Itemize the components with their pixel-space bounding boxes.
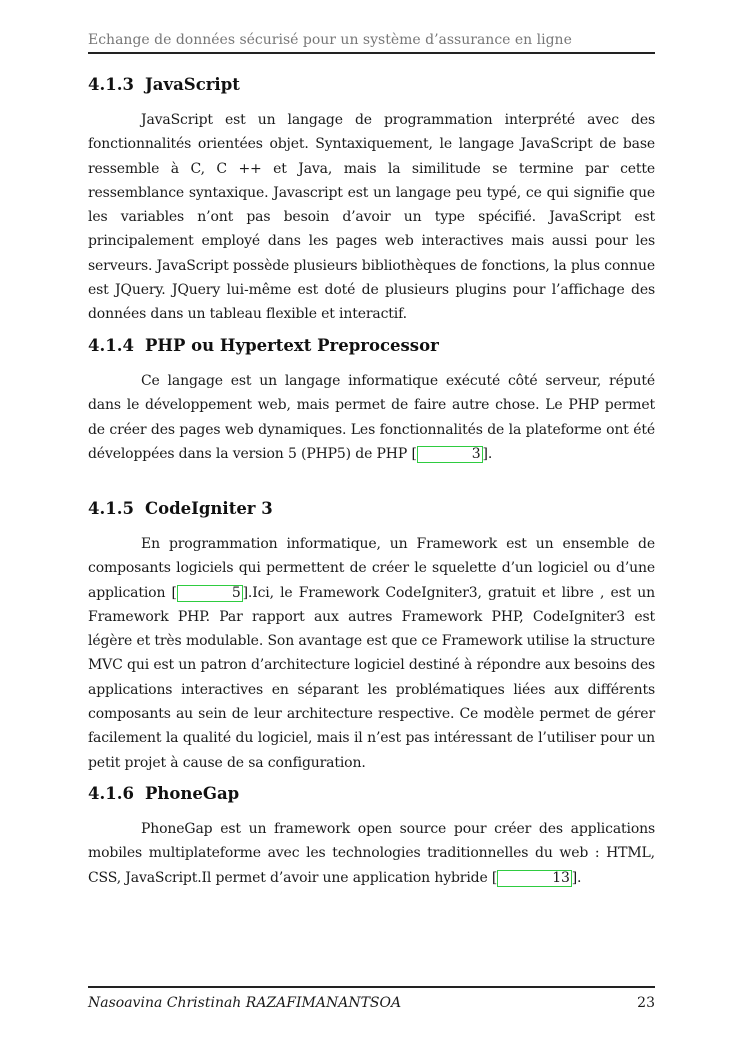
page-number: 23 bbox=[637, 995, 655, 1011]
page-footer bbox=[88, 986, 655, 1013]
section-title: PHP ou Hypertext Preprocessor bbox=[145, 336, 439, 355]
section-number: 4.1.4 bbox=[88, 336, 134, 355]
section-javascript bbox=[88, 74, 655, 327]
citation-link[interactable]: 5 bbox=[177, 585, 243, 602]
section-paragraph: JavaScript est un langage de programmation interprété avec des fonctionnalités orientées objet. Syntaxiquement, le langage JavaScript de base ressemble à C, C ++ et Java, mais la similitude se termine par cette ressemblance syntaxique. Javascript est un langage peu typé, ce qui signifie que les variables n’ont pas besoin d’avoir un type spécifié. JavaScript est principalement employé dans les pages web interactives mais aussi pour les serveurs. JavaScript possède plusieurs bibliothèques de fonctions, la plus connue est JQuery. JQuery lui-même est doté de plusieurs plugins pour l’affichage des données dans un tableau flexible et interactif. bbox=[88, 112, 655, 323]
paragraph-text: ]. bbox=[571, 869, 582, 886]
section-paragraph bbox=[88, 532, 655, 775]
paragraph-text: PhoneGap est un framework open source pour créer des applications mobiles multiplateforme avec les technologies traditionnelles du web : HTML, CSS, JavaScript.Il permet d’avoir une application hybride [ bbox=[88, 821, 655, 886]
paragraph-text: ].Ici, le Framework CodeIgniter3, gratuit et libre , est un Framework PHP. Par rapport aux autres Framework PHP, CodeIgniter3 est légère et très modulable. Son avantage est que ce Framework utilise la structure MVC qui est un patron d’architecture logiciel destiné à répondre aux besoins des applications interactives en séparant les problématiques liées aux différents composants au sein de leur architecture respective. Ce modèle permet de gérer facilement la qualité du logiciel, mais il n’est pas intéressant de l’utiliser pour un petit projet à cause de sa configuration. bbox=[88, 584, 655, 771]
paragraph-text: En programmation informatique, un Framework est un ensemble de composants logiciels qui permettent de créer le squelette d’un logiciel ou d’une application [ bbox=[88, 536, 655, 601]
citation-link[interactable]: 3 bbox=[417, 446, 483, 463]
section-heading bbox=[88, 498, 655, 520]
section-codeigniter bbox=[88, 498, 655, 775]
paragraph-text: Ce langage est un langage informatique exécuté côté serveur, réputé dans le développement web, mais permet de faire autre chose. Le PHP permet de créer des pages web dynamiques. Les fonctionnalités de la plateforme ont été développées dans la version 5 (PHP5) de PHP [ bbox=[88, 373, 655, 462]
section-heading bbox=[88, 783, 655, 805]
section-title: PhoneGap bbox=[145, 784, 240, 803]
section-title: CodeIgniter 3 bbox=[145, 499, 273, 518]
section-heading bbox=[88, 74, 655, 96]
section-number: 4.1.3 bbox=[88, 75, 134, 94]
section-phonegap bbox=[88, 783, 655, 890]
section-paragraph bbox=[88, 369, 655, 466]
section-paragraph bbox=[88, 817, 655, 890]
section-title: JavaScript bbox=[145, 75, 240, 94]
footer-author: Nasoavina Christinah RAZAFIMANANTSOA bbox=[88, 995, 402, 1011]
section-heading bbox=[88, 335, 655, 357]
paragraph-text: ]. bbox=[482, 445, 493, 462]
section-number: 4.1.5 bbox=[88, 499, 134, 518]
section-number: 4.1.6 bbox=[88, 784, 134, 803]
section-php bbox=[88, 335, 655, 466]
running-header: Echange de données sécurisé pour un système d’assurance en ligne bbox=[88, 30, 655, 54]
citation-link[interactable]: 13 bbox=[497, 870, 572, 887]
